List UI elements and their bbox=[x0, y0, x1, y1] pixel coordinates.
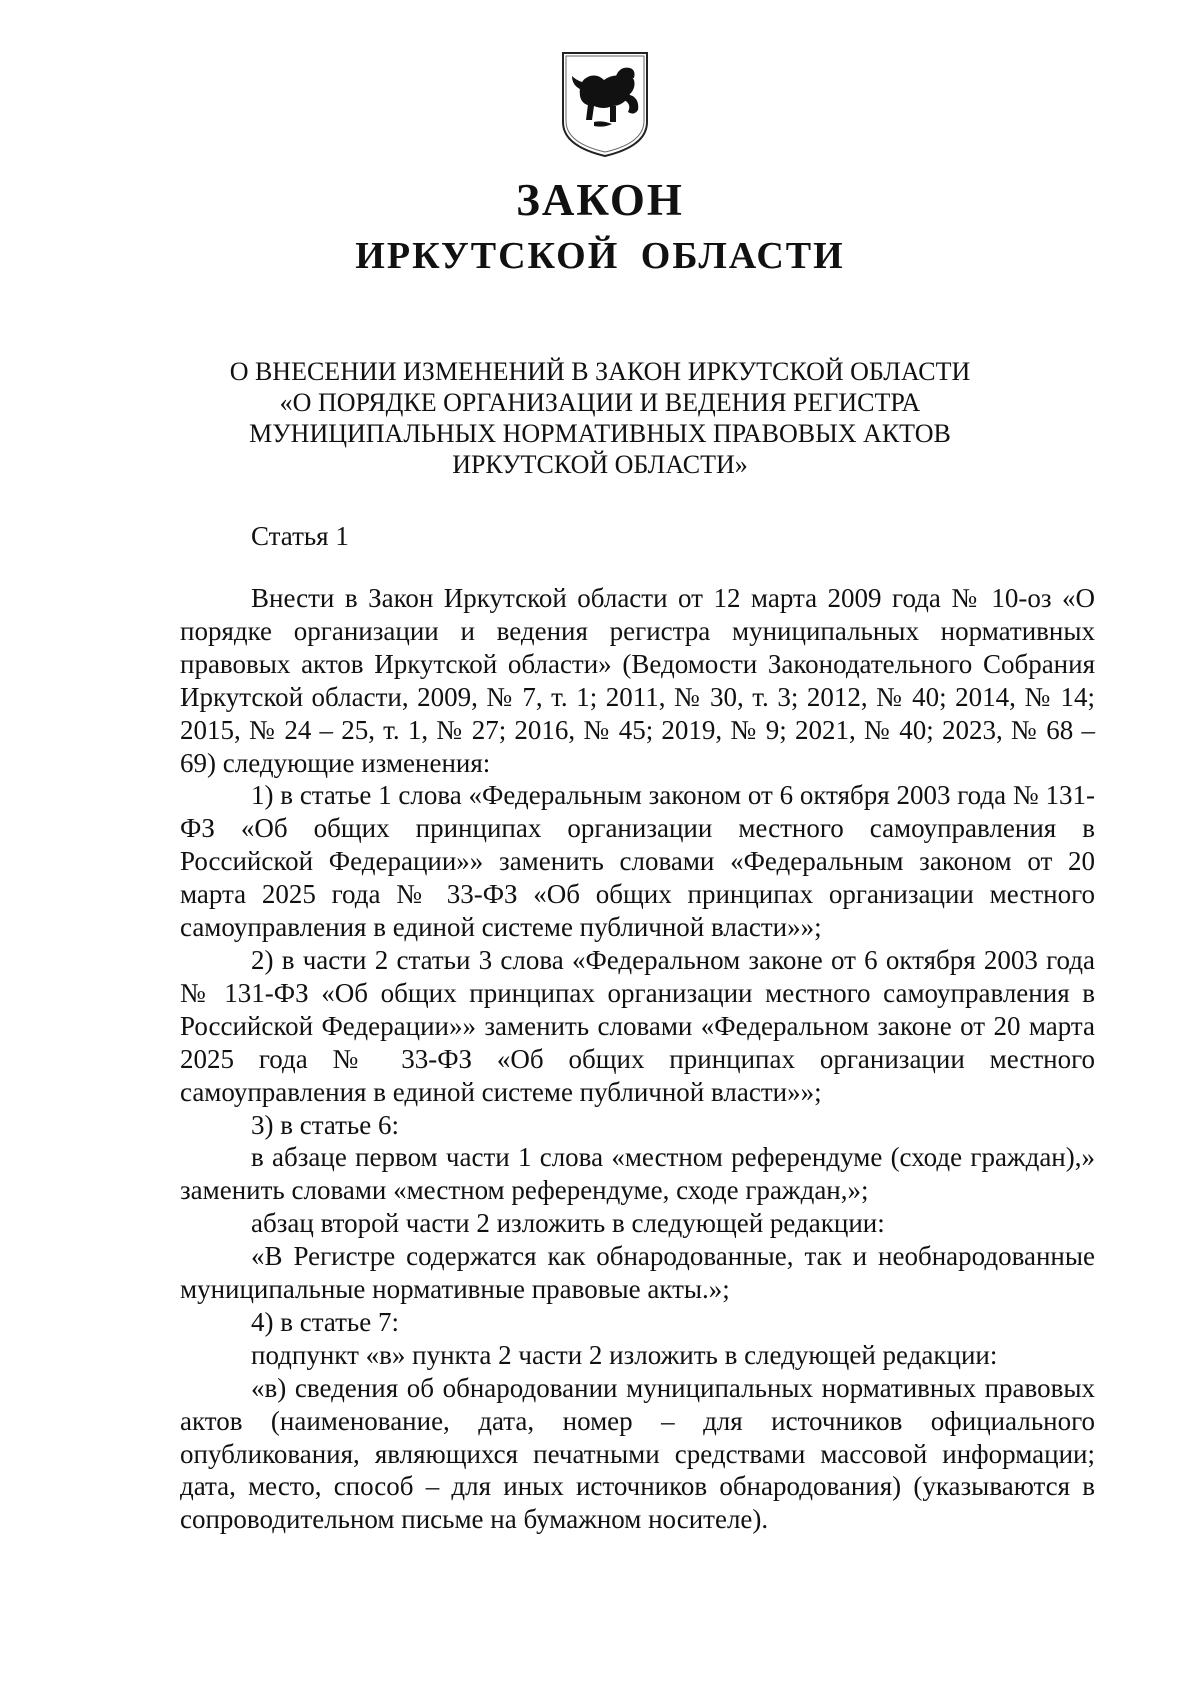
law-subject-title bbox=[170, 356, 1030, 480]
subject-line: ИРКУТСКОЙ ОБЛАСТИ» bbox=[452, 450, 748, 479]
paragraph-item-4-part-1: подпункт «в» пункта 2 части 2 изложить в следующей редакции: bbox=[251, 1339, 998, 1370]
region-title: ИРКУТСКОЙ ОБЛАСТИ bbox=[355, 235, 845, 277]
paragraph-item-3-part-2: абзац второй части 2 изложить в следующей редакции: bbox=[251, 1208, 885, 1239]
paragraph-item-3-part-1: в абзаце первом части 1 слова «местном референдуме (сходе граждан),» заменить словами «местном референдуме, сходе граждан,»; bbox=[180, 1142, 1095, 1206]
subject-line: «О ПОРЯДКЕ ОРГАНИЗАЦИИ И ВЕДЕНИЯ РЕГИСТРА bbox=[279, 388, 921, 417]
paragraph-item-2: 2) в части 2 статьи 3 слова «Федеральном законе от 6 октября 2003 года № 131-ФЗ «Об общих принципах организации местного самоуправления в Российской Федерации»» заменить словами «Федеральном законе от 20 марта 2025 года № 33-ФЗ «Об общих принципах организации местного самоуправления в единой системе публичной власти»»; bbox=[180, 944, 1095, 1107]
paragraph-item-4-quote: «в) сведения об обнародовании муниципальных нормативных правовых актов (наименование, дата, номер – для источников официального опубликования, являющихся печатными средствами массовой информации; дата, место, способ – для иных источников обнародования) (указываются в сопроводительном письме на бумажном носителе). bbox=[180, 1372, 1095, 1535]
paragraph-item-1: 1) в статье 1 слова «Федеральным законом от 6 октября 2003 года № 131-ФЗ «Об общих принципах организации местного самоуправления в Российской Федерации»» заменить словами «Федеральным законом от 20 марта 2025 года № 33-ФЗ «Об общих принципах организации местного самоуправления в единой системе публичной власти»»; bbox=[180, 780, 1095, 943]
paragraph-item-3: 3) в статье 6: bbox=[251, 1109, 399, 1140]
paragraph-intro: Внести в Закон Иркутской области от 12 марта 2009 года № 10-оз «О порядке организации и ведения регистра муниципальных нормативных правовых актов Иркутской области» (Ведомости Законодательного Собрания Иркутской области, 2009, № 7, т. 1; 2011, № 30, т. 3; 2012, № 40; 2014, № 14; 2015, № 24 – 25, т. 1, № 27; 2016, № 45; 2019, № 9; 2021, № 40; 2023, № 68 – 69) следующие изменения: bbox=[180, 583, 1095, 778]
article-heading: Статья 1 bbox=[251, 521, 349, 551]
article-body bbox=[180, 582, 1095, 1536]
coat-of-arms-emblem bbox=[560, 50, 650, 158]
paragraph-item-3-quote: «В Регистре содержатся как обнародованные, так и необнародованные муниципальные нормативные правовые акты.»; bbox=[180, 1241, 1095, 1305]
subject-line: О ВНЕСЕНИИ ИЗМЕНЕНИЙ В ЗАКОН ИРКУТСКОЙ ОБЛАСТИ bbox=[229, 357, 971, 386]
subject-line: МУНИЦИПАЛЬНЫХ НОРМАТИВНЫХ ПРАВОВЫХ АКТОВ bbox=[249, 419, 951, 448]
paragraph-item-4: 4) в статье 7: bbox=[251, 1306, 399, 1337]
law-title: ЗАКОН bbox=[516, 175, 684, 225]
shield-icon bbox=[560, 50, 650, 158]
